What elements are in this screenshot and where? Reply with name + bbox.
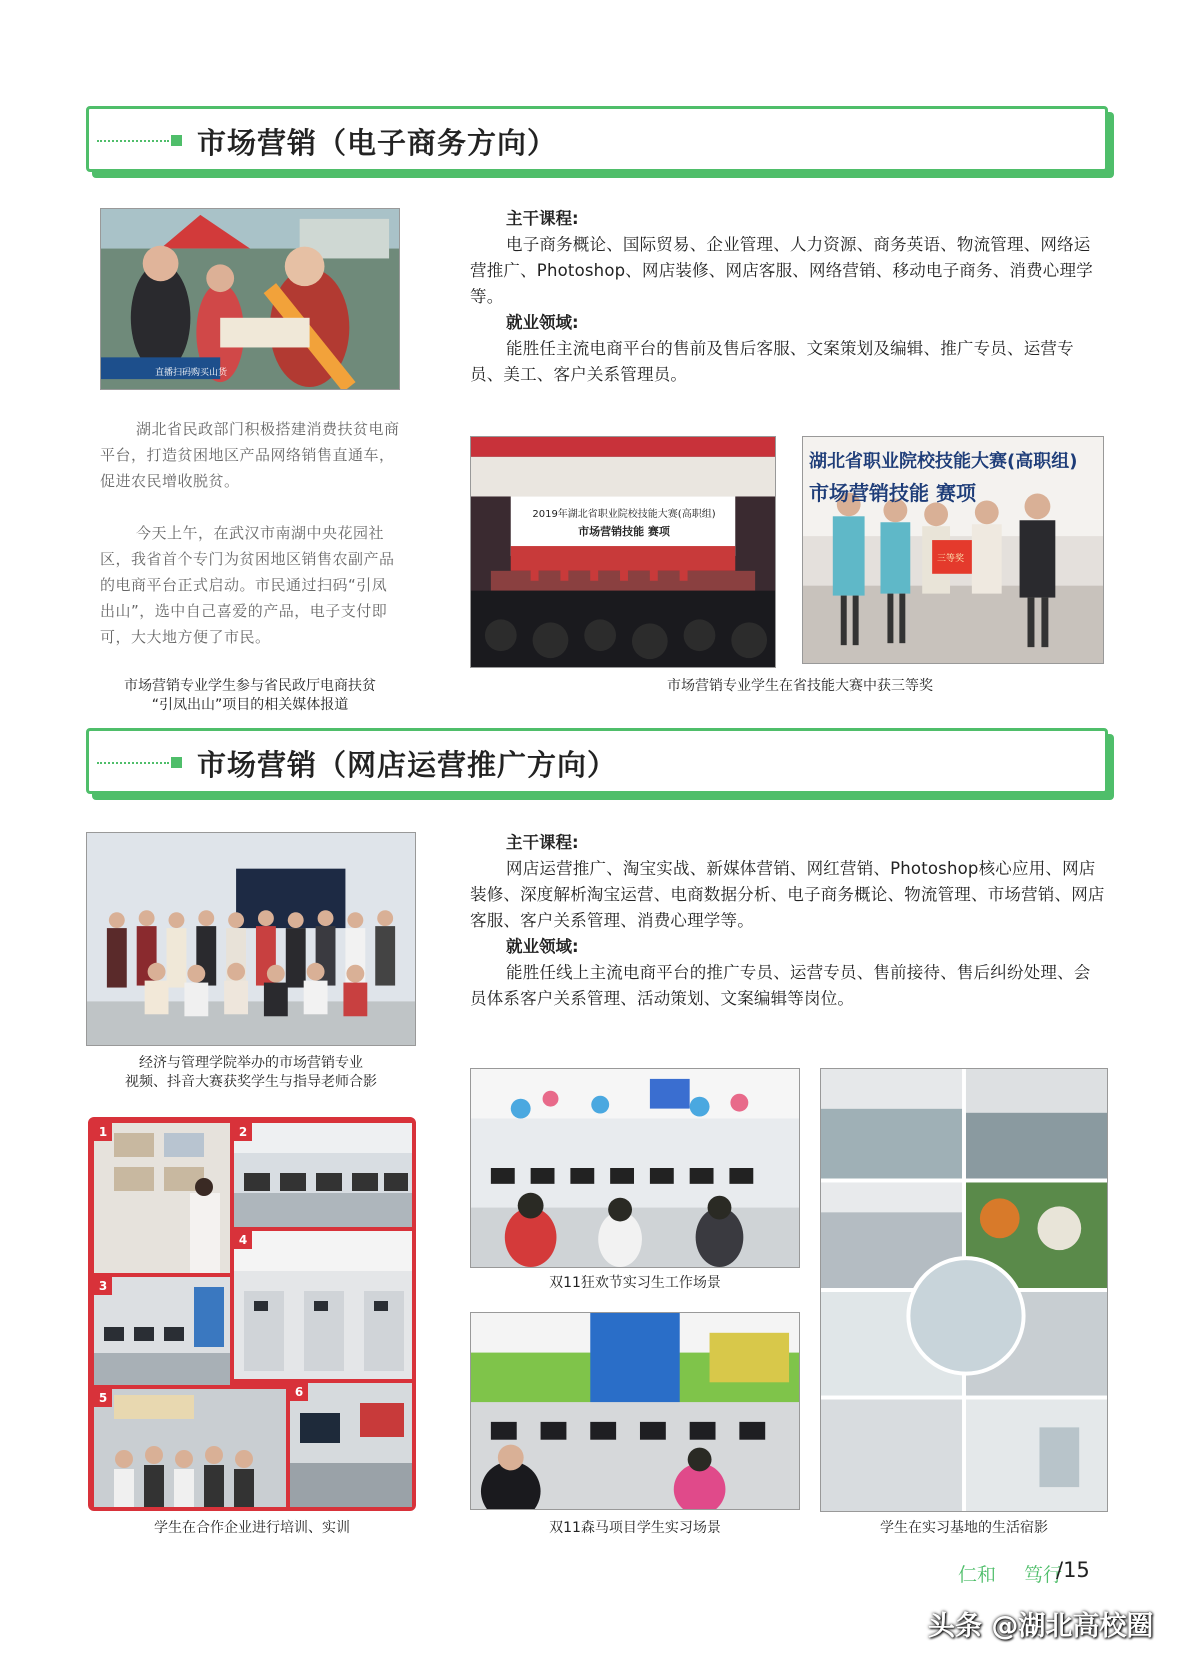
stage-banner-line1: 2019年湖北省职业院校技能大赛(高职组) — [532, 509, 716, 520]
training-caption: 学生在合作企业进行培训、实训 — [154, 1520, 350, 1536]
section1-title: 市场营销（电子商务方向） — [197, 126, 558, 160]
training-tile-5 — [94, 1389, 286, 1507]
senma-caption: 双11森马项目学生实习场景 — [549, 1520, 721, 1536]
competition-stage-photo — [470, 436, 776, 668]
training-collage — [88, 1117, 416, 1511]
group-award-photo — [86, 832, 416, 1046]
dotted-line-decoration — [97, 762, 169, 764]
section1-jobs-label: 就业领域: — [506, 313, 579, 332]
section2-courses-label: 主干课程: — [506, 833, 579, 852]
news-paragraph-2: 今天上午，在武汉市南湖中央花园社区，我省首个专门为贫困地区销售农副产品的电商平台正式启动。市民通过扫码“引凤出山”，选中自己喜爱的产品，电子支付即可，大大地方便了市民。 — [100, 524, 395, 646]
section1-description — [470, 206, 1106, 388]
tile-number-5: 5 — [94, 1389, 112, 1407]
page-number: /15 — [1056, 1558, 1090, 1582]
group-caption-line1: 经济与管理学院举办的市场营销专业 — [139, 1055, 363, 1071]
section2-jobs-text: 能胜任线上主流电商平台的推广专员、运营专员、售前接待、售后纠纷处理、会员体系客户关系管理、活动策划、文案编辑等岗位。 — [470, 963, 1091, 1008]
award-certificate: 三等奖 — [937, 554, 965, 564]
double11-caption: 双11狂欢节实习生工作场景 — [549, 1275, 721, 1291]
news-photo — [100, 208, 400, 390]
section2-header — [86, 728, 1108, 794]
training-tile-6 — [290, 1383, 412, 1507]
section1-courses-text: 电子商务概论、国际贸易、企业管理、人力资源、商务英语、物流管理、网络运营推广、Photoshop、网店装修、网店客服、网络营销、移动电子商务、消费心理学等。 — [470, 235, 1093, 306]
footer-motto-1: 仁和 — [958, 1564, 997, 1586]
stage-banner-line2: 市场营销技能 赛项 — [578, 525, 670, 538]
award-banner-line2: 市场营销技能 赛项 — [809, 481, 976, 505]
award-banner-line1: 湖北省职业院校技能大赛(高职组) — [809, 451, 1078, 472]
section1-jobs-text: 能胜任主流电商平台的售前及售后客服、文案策划及编辑、推广专员、运营专员、美工、客户关系管理员。 — [470, 339, 1074, 384]
news-caption-line2: “引凤出山”项目的相关媒体报道 — [151, 697, 349, 713]
training-tile-2 — [234, 1123, 412, 1227]
tile-number-1: 1 — [94, 1123, 112, 1141]
footer-motto — [958, 1560, 1062, 1587]
tile-number-4: 4 — [234, 1231, 252, 1249]
section1-header — [86, 106, 1108, 172]
award-students-photo — [802, 436, 1104, 664]
section2-jobs-label: 就业领域: — [506, 937, 579, 956]
green-square-icon — [171, 135, 182, 146]
section2-description — [470, 830, 1106, 1012]
green-square-icon — [171, 757, 182, 768]
dotted-line-decoration — [97, 140, 169, 142]
competition-caption: 市场营销专业学生在省技能大赛中获三等奖 — [667, 678, 933, 694]
tile-number-6: 6 — [290, 1383, 308, 1401]
section1-courses-label: 主干课程: — [506, 209, 579, 228]
training-tile-1 — [94, 1123, 230, 1273]
tile-number-2: 2 — [234, 1123, 252, 1141]
news-caption — [100, 677, 400, 715]
senma-project-photo — [470, 1312, 800, 1510]
group-photo-caption — [86, 1054, 416, 1092]
dorm-life-caption: 学生在实习基地的生活宿影 — [880, 1520, 1048, 1536]
source-watermark: 头条 @湖北高校圈 — [928, 1611, 1154, 1642]
training-tile-4 — [234, 1231, 412, 1379]
group-caption-line2: 视频、抖音大赛获奖学生与指导老师合影 — [125, 1074, 377, 1090]
section2-title: 市场营销（网店运营推广方向） — [197, 748, 618, 782]
news-caption-line1: 市场营销专业学生参与省民政厅电商扶贫 — [124, 678, 376, 694]
training-tile-3 — [94, 1277, 230, 1385]
news-paragraph-1: 湖北省民政部门积极搭建消费扶贫电商平台，打造贫困地区产品网络销售直通车，促进农民增收脱贫。 — [100, 420, 400, 490]
footer-motto-2: 笃行 — [1024, 1564, 1063, 1586]
double11-office-photo — [470, 1068, 800, 1268]
dorm-life-collage — [820, 1068, 1108, 1512]
news-photo-subtitle: 直播扫码购买山货 — [155, 368, 228, 378]
news-article — [100, 416, 400, 676]
tile-number-3: 3 — [94, 1277, 112, 1295]
section2-courses-text: 网店运营推广、淘宝实战、新媒体营销、网红营销、Photoshop核心应用、网店装修、深度解析淘宝运营、电商数据分析、电子商务概论、物流管理、市场营销、网店客服、客户关系管理、消费心理学等。 — [470, 859, 1105, 930]
